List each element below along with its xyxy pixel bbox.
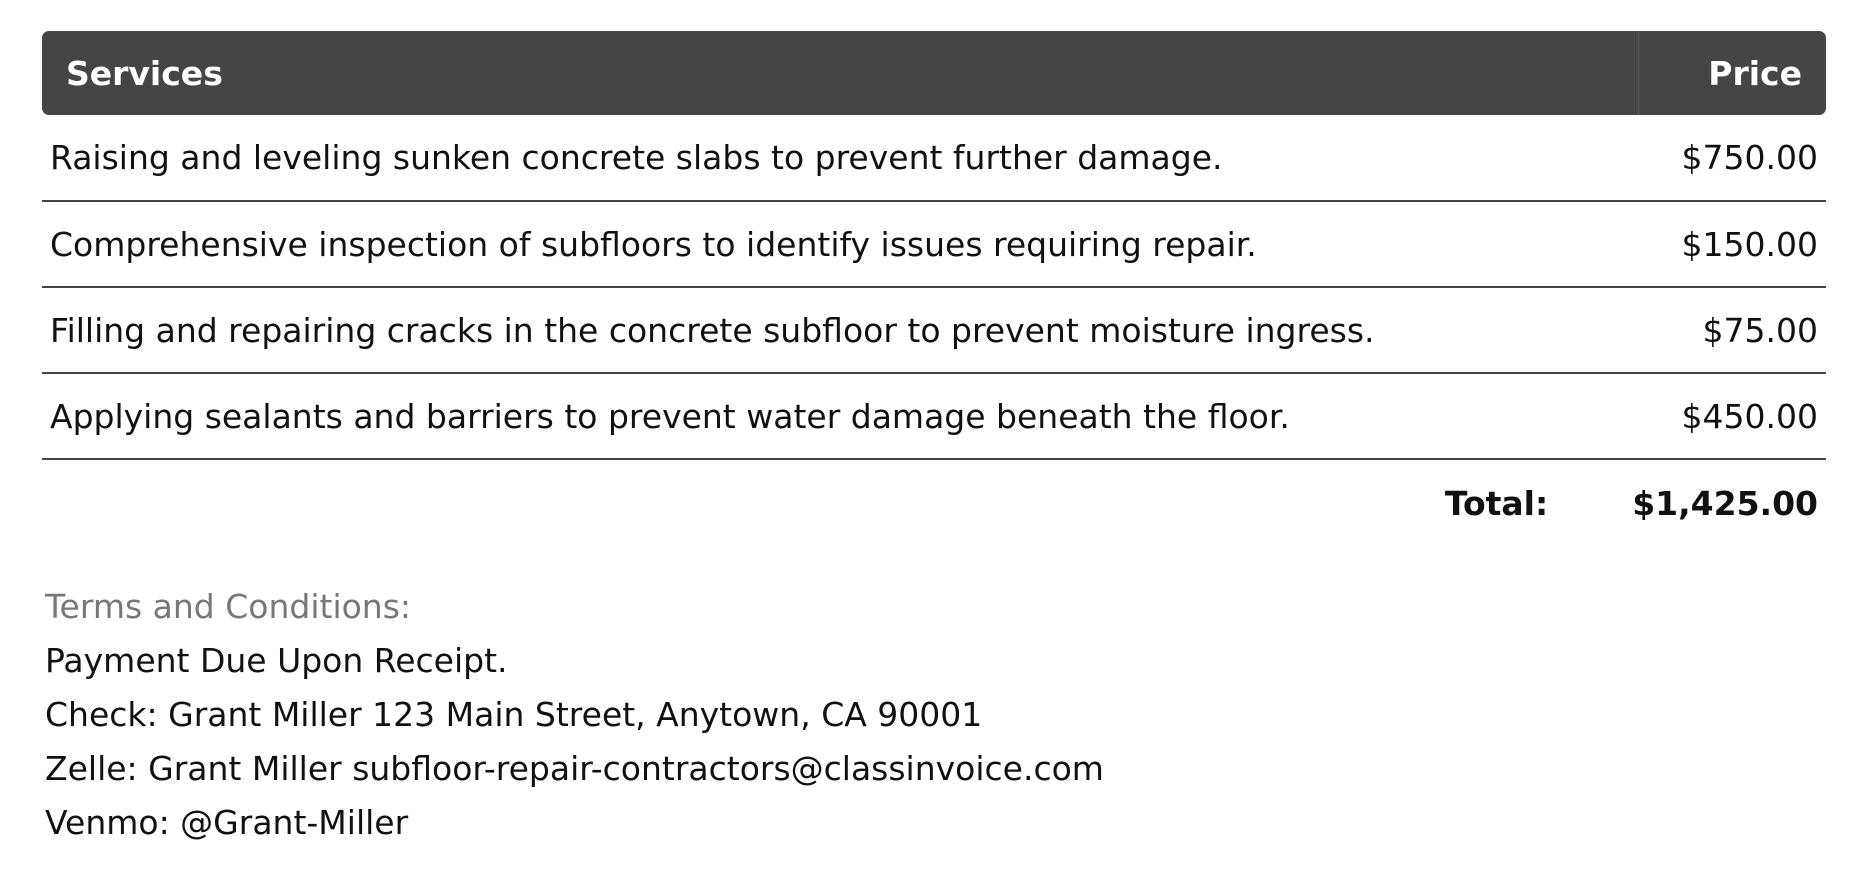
service-price: $450.00 xyxy=(1638,373,1826,459)
table-row xyxy=(42,287,1826,373)
table-header-row xyxy=(42,31,1826,115)
services-table xyxy=(42,31,1826,460)
service-price: $75.00 xyxy=(1638,287,1826,373)
service-description: Raising and leveling sunken concrete slabs to prevent further damage. xyxy=(42,115,1638,201)
table-row xyxy=(42,115,1826,201)
invoice xyxy=(42,31,1826,850)
terms-section xyxy=(42,580,1826,850)
total-label: Total: xyxy=(1444,483,1549,523)
service-price: $750.00 xyxy=(1638,115,1826,201)
service-description: Filling and repairing cracks in the concrete subfloor to prevent moisture ingress. xyxy=(42,287,1638,373)
terms-zelle: Zelle: Grant Miller subfloor-repair-contractors@classinvoice.com xyxy=(45,749,1104,788)
service-description: Comprehensive inspection of subfloors to identify issues requiring repair. xyxy=(42,201,1638,287)
service-price: $150.00 xyxy=(1638,201,1826,287)
terms-check: Check: Grant Miller 123 Main Street, Anytown, CA 90001 xyxy=(45,695,983,734)
table-row xyxy=(42,373,1826,459)
price-column-header: Price xyxy=(1638,31,1826,115)
table-row xyxy=(42,201,1826,287)
service-description: Applying sealants and barriers to prevent water damage beneath the floor. xyxy=(42,373,1638,459)
total-value: $1,425.00 xyxy=(1632,483,1818,523)
terms-venmo: Venmo: @Grant-Miller xyxy=(45,803,409,842)
services-column-header: Services xyxy=(42,31,1638,115)
terms-title: Terms and Conditions: xyxy=(45,587,412,626)
total-row xyxy=(42,460,1826,546)
terms-payment-due: Payment Due Upon Receipt. xyxy=(45,641,508,680)
